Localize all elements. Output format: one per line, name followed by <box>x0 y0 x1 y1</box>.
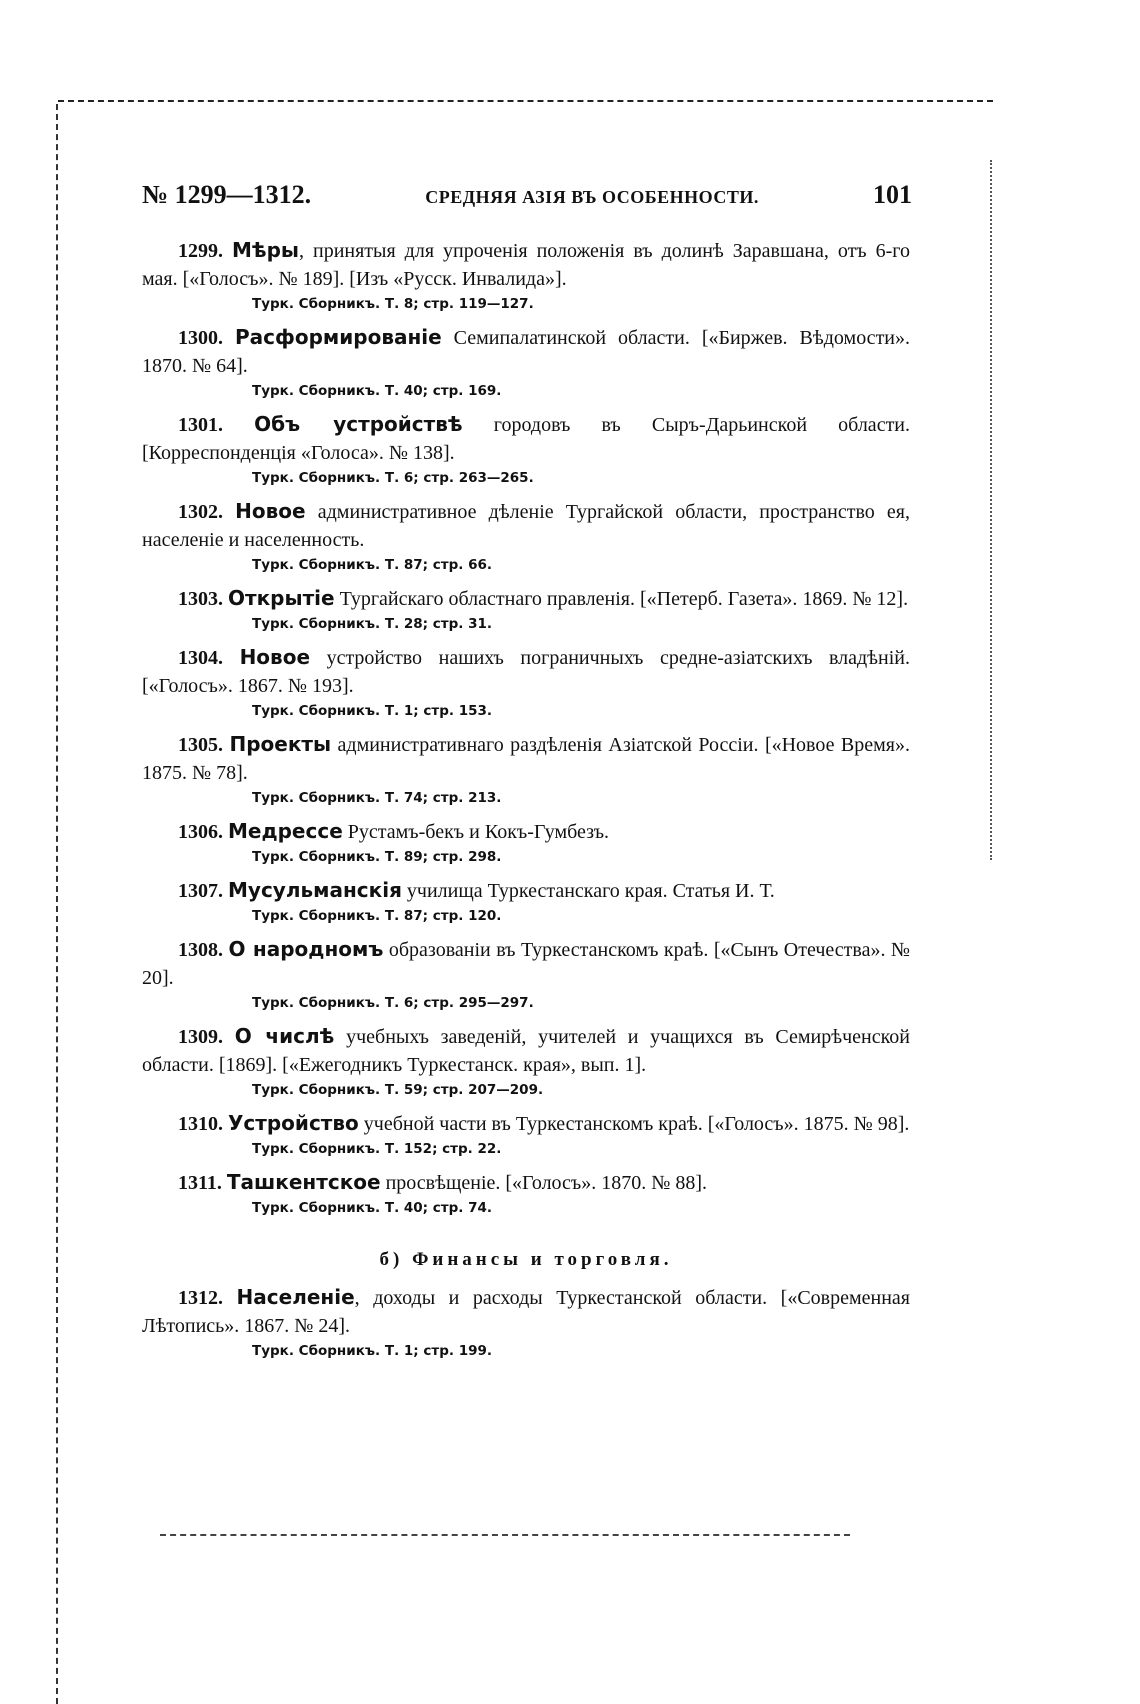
entry-description: Тургайскаго областнаго правленія. [«Петерб. Газета». 1869. № 12]. <box>334 588 909 610</box>
entry-keyword: Новое <box>239 645 311 669</box>
entry-text <box>142 236 910 293</box>
entry-text <box>142 817 910 846</box>
entry-text <box>142 410 910 467</box>
bibliography-entry <box>142 1283 910 1362</box>
scan-frame-top <box>58 100 993 102</box>
entry-keyword: Устройство <box>228 1111 359 1135</box>
entry-text <box>142 584 910 613</box>
entry-description: Семипалатинской области. [«Биржев. Вѣдомости». 1870. № 64]. <box>142 327 911 377</box>
scan-frame-left <box>56 104 58 1704</box>
entry-source: Турк. Сборникъ. Т. 40; стр. 169. <box>252 383 502 399</box>
entry-number: 1310. <box>178 1113 223 1135</box>
entry-keyword: Мусульманскія <box>228 878 402 902</box>
entry-source: Турк. Сборникъ. Т. 152; стр. 22. <box>252 1141 502 1157</box>
entry-text <box>142 730 910 787</box>
entry-source: Турк. Сборникъ. Т. 1; стр. 199. <box>252 1343 493 1359</box>
page-number: 101 <box>872 180 912 209</box>
entry-number: 1299. <box>178 240 223 262</box>
entry-text <box>142 643 910 700</box>
entry-description: административнаго раздѣленія Азіатской Россіи. [«Новое Время». 1875. № 78]. <box>142 734 911 784</box>
bibliography-entry <box>142 1168 910 1219</box>
bibliography-entry <box>142 323 910 402</box>
entry-keyword: Населеніе <box>236 1285 355 1309</box>
entry-number: 1300. <box>178 327 223 349</box>
entry-source: Турк. Сборникъ. Т. 87; стр. 120. <box>252 908 502 924</box>
entry-description: просвѣщеніе. [«Голосъ». 1870. № 88]. <box>380 1172 708 1194</box>
entry-description: , доходы и расходы Туркестанской области. [«Современная Лѣтопись». 1867. № 24]. <box>142 1287 911 1337</box>
entry-text <box>142 1168 910 1197</box>
entry-list-finance <box>142 1283 910 1362</box>
entry-number: 1311. <box>178 1172 222 1194</box>
entry-description: образованіи въ Туркестанскомъ краѣ. [«Сынъ Отечества». № 20]. <box>142 939 911 989</box>
entry-source: Турк. Сборникъ. Т. 6; стр. 263—265. <box>252 470 534 486</box>
entry-number: 1308. <box>178 939 223 961</box>
bibliography-entry <box>142 1109 910 1160</box>
entry-source: Турк. Сборникъ. Т. 74; стр. 213. <box>252 790 502 806</box>
entry-keyword: Медрессе <box>228 819 343 843</box>
scan-frame-right <box>990 160 992 860</box>
entry-source: Турк. Сборникъ. Т. 8; стр. 119—127. <box>252 296 534 312</box>
entry-number: 1305. <box>178 734 223 756</box>
running-title: СРЕДНЯЯ АЗІЯ ВЪ ОСОБЕННОСТИ. <box>425 187 759 207</box>
entry-keyword: Открытіе <box>228 586 335 610</box>
entry-number: 1312. <box>178 1287 223 1309</box>
entry-source: Турк. Сборникъ. Т. 87; стр. 66. <box>252 557 493 573</box>
entry-list <box>142 236 910 1219</box>
entry-text <box>142 1283 910 1340</box>
page-header <box>142 180 912 210</box>
bibliography-entry <box>142 410 910 489</box>
entry-number: 1306. <box>178 821 223 843</box>
entry-description: училища Туркестанскаго края. Статья И. Т. <box>401 880 775 902</box>
entry-source: Турк. Сборникъ. Т. 28; стр. 31. <box>252 616 493 632</box>
entry-number: 1302. <box>178 501 223 523</box>
entry-keyword: О народномъ <box>228 937 384 961</box>
entry-description: учебныхъ заведеній, учителей и учащихся въ Семирѣченской области. [1869]. [«Ежегодникъ Туркестанск. края», вып. 1]. <box>142 1026 911 1076</box>
bibliography-entry <box>142 236 910 315</box>
entry-number: 1303. <box>178 588 223 610</box>
entry-text <box>142 876 910 905</box>
bibliography-entry <box>142 584 910 635</box>
bibliography-entry <box>142 935 910 1014</box>
entry-source: Турк. Сборникъ. Т. 6; стр. 295—297. <box>252 995 534 1011</box>
entry-keyword: Объ устройствѣ <box>254 412 463 436</box>
page-body <box>142 236 910 1370</box>
entry-text <box>142 497 910 554</box>
entry-number: 1307. <box>178 880 223 902</box>
entry-description: , принятыя для упроченія положенія въ долинѣ Заравшана, отъ 6-го мая. [«Голосъ». № 189]. [Изъ «Русск. Инвалида»]. <box>142 240 910 290</box>
bibliography-entry <box>142 817 910 868</box>
entry-source: Турк. Сборникъ. Т. 59; стр. 207—209. <box>252 1082 544 1098</box>
entry-description: административное дѣленіе Тургайской области, пространство ея, населеніе и населенность. <box>142 501 910 551</box>
entry-keyword: Расформированіе <box>234 325 442 349</box>
bibliography-entry <box>142 497 910 576</box>
bibliography-entry <box>142 876 910 927</box>
entry-description: Рустамъ-бекъ и Кокъ-Гумбезъ. <box>342 821 610 843</box>
entry-number: 1301. <box>178 414 223 436</box>
entry-keyword: Проекты <box>229 732 332 756</box>
entry-source: Турк. Сборникъ. Т. 89; стр. 298. <box>252 849 502 865</box>
entry-text <box>142 1022 910 1079</box>
entry-text <box>142 935 910 992</box>
bibliography-entry <box>142 643 910 722</box>
entry-number: 1309. <box>178 1026 223 1048</box>
bibliography-entry <box>142 1022 910 1101</box>
entry-source: Турк. Сборникъ. Т. 40; стр. 74. <box>252 1200 493 1216</box>
entry-keyword: Мѣры <box>231 238 300 262</box>
entry-number: 1304. <box>178 647 223 669</box>
section-heading: б) Финансы и торговля. <box>379 1249 673 1270</box>
entry-description: учебной части въ Туркестанскомъ краѣ. [«Голосъ». 1875. № 98]. <box>358 1113 910 1135</box>
entry-description: устройство нашихъ пограничныхъ средне-азіатскихъ владѣній. [«Голосъ». 1867. № 193]. <box>142 647 911 697</box>
entry-keyword: Ташкентское <box>226 1170 381 1194</box>
entry-range: № 1299—1312. <box>142 180 312 209</box>
scan-frame-bottom <box>160 1534 850 1536</box>
entry-keyword: О числѣ <box>234 1024 335 1048</box>
entry-description: городовъ въ Сыръ-Дарьинской области. [Корреспонденція «Голоса». № 138]. <box>142 414 911 464</box>
entry-text <box>142 1109 910 1138</box>
entry-keyword: Новое <box>235 499 306 523</box>
entry-source: Турк. Сборникъ. Т. 1; стр. 153. <box>252 703 493 719</box>
bibliography-entry <box>142 730 910 809</box>
entry-text <box>142 323 910 380</box>
